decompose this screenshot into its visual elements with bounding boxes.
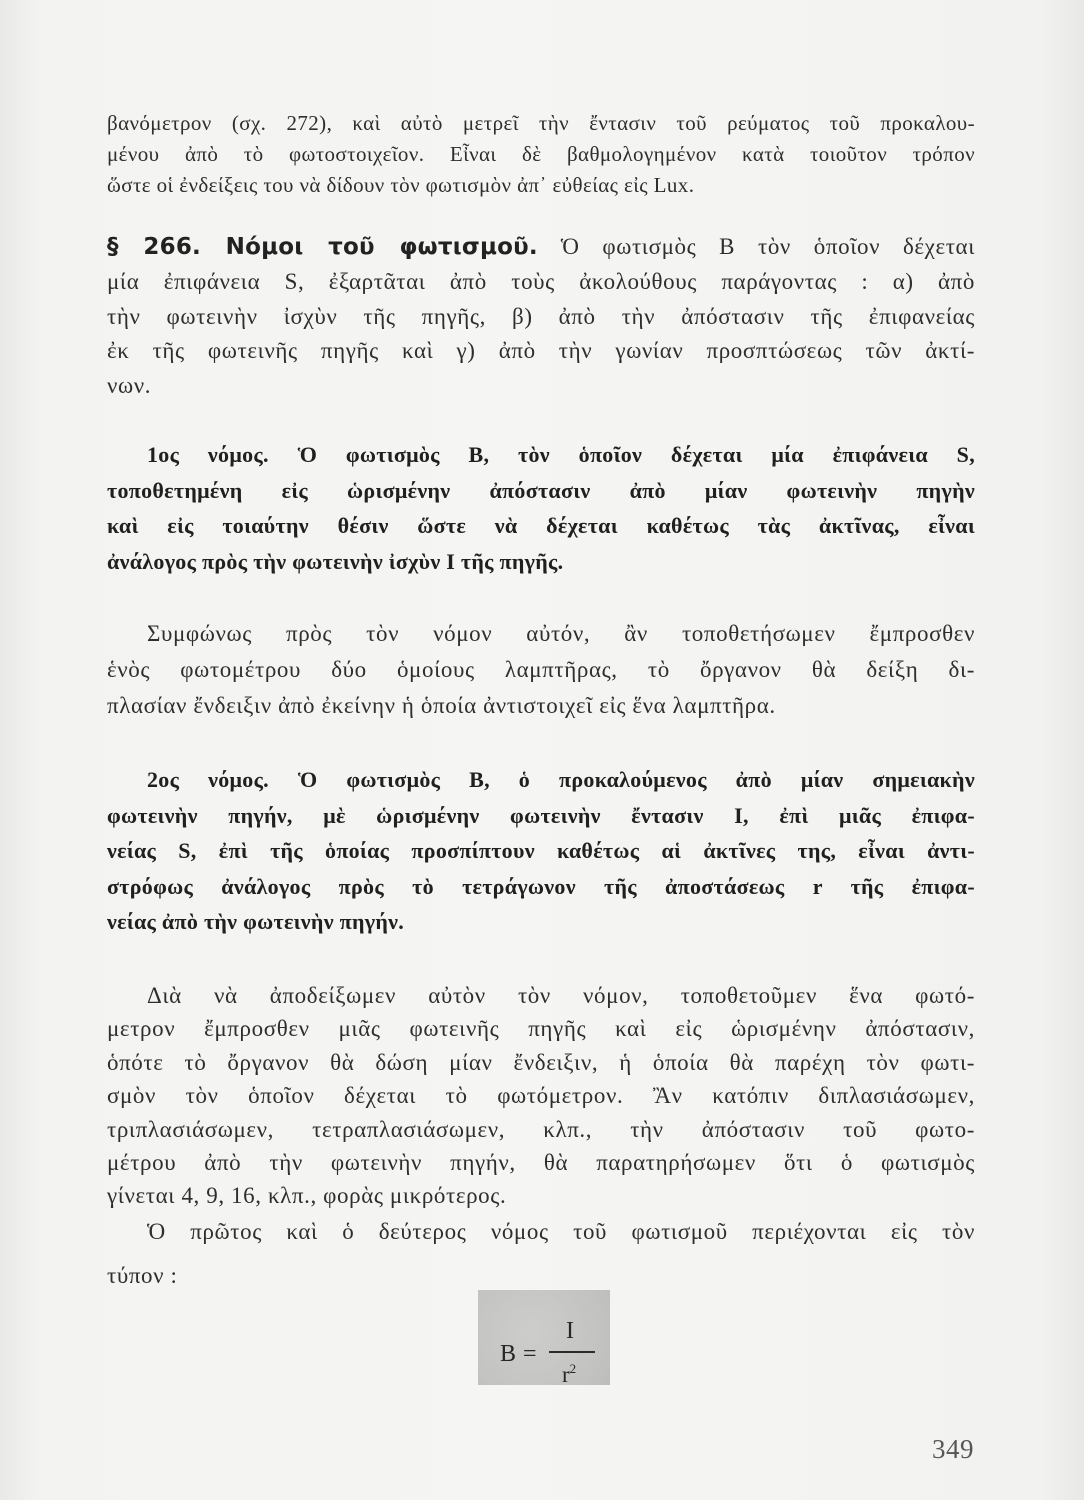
text-line: τὴν φωτεινὴν ἰσχὺν τῆς πηγῆς, β) ἀπὸ τὴν ἀπόστασιν τῆς ἐπιφανείας xyxy=(107,303,975,329)
denominator-base: r xyxy=(562,1362,570,1387)
denominator-exponent: 2 xyxy=(569,1361,577,1376)
second-law-paragraph xyxy=(107,762,975,940)
proof-paragraph xyxy=(107,979,975,1213)
text-line: μέτρου ἀπὸ τὴν φωτεινὴν πηγήν, θὰ παρατηρήσωμεν ὅτι ὁ φωτισμὸς xyxy=(107,1150,975,1176)
text-line: τριπλασιάσωμεν, τετραπλασιάσωμεν, κλπ., τὴν ἀπόστασιν τοῦ φωτο- xyxy=(107,1116,975,1142)
text-line: ὥστε οἱ ἐνδείξεις του νὰ δίδουν τὸν φωτισμὸν ἀπ᾽ εὐθείας εἰς Lux. xyxy=(107,173,695,197)
formula-box xyxy=(478,1290,610,1385)
text-line: ἀνάλογος πρὸς τὴν φωτεινὴν ἰσχὺν I τῆς πηγῆς. xyxy=(107,549,564,575)
formula-lhs: B xyxy=(500,1341,517,1367)
page-number: 349 xyxy=(932,1434,974,1464)
text-line: βανόμετρον (σχ. 272), καὶ αὐτὸ μετρεῖ τὴν ἔντασιν τοῦ ρεύματος τοῦ προκαλου- xyxy=(107,111,975,135)
section-266-paragraph xyxy=(107,230,975,404)
text-line: μία ἐπιφάνεια S, ἐξαρτᾶται ἀπὸ τοὺς ἀκολούθους παράγοντας : α) ἀπὸ xyxy=(107,268,975,294)
text-line: τοποθετημένη εἰς ὡρισμένην ἀπόστασιν ἀπὸ μίαν φωτεινὴν πηγὴν xyxy=(107,477,975,503)
text-line: νείας S, ἐπὶ τῆς ὁποίας προσπίπτουν καθέτως αἱ ἀκτῖνες της, εἶναι ἀντι- xyxy=(107,838,975,863)
text-line: νείας ἀπὸ τὴν φωτεινὴν πηγήν. xyxy=(107,909,405,934)
text-line: σμὸν τὸν ὁποῖον δέχεται τὸ φωτόμετρον. Ἂν κατόπιν διπλασιάσωμεν, xyxy=(107,1083,975,1109)
formula-intro-paragraph xyxy=(107,1210,975,1298)
text-line: φωτεινὴν πηγήν, μὲ ὡρισμένην φωτεινὴν ἔντασιν I, ἐπὶ μιᾶς ἐπιφα- xyxy=(107,802,975,828)
text-line: πλασίαν ἔνδειξιν ἀπὸ ἐκείνην ἡ ὁποία ἀντιστοιχεῖ εἰς ἕνα λαμπτῆρα. xyxy=(107,693,776,718)
section-heading: § 266. Νόμοι τοῦ φωτισμοῦ. xyxy=(107,234,538,260)
text-line: ἑνὸς φωτομέτρου δύο ὁμοίους λαμπτῆρας, τὸ ὄργανον θὰ δείξη δι- xyxy=(107,657,975,682)
formula-equals: = xyxy=(523,1341,537,1367)
text-line: Ὁ πρῶτος καὶ ὁ δεύτερος νόμος τοῦ φωτισμοῦ περιέχονται εἰς τὸν xyxy=(147,1219,975,1244)
two-lamps-paragraph xyxy=(107,616,975,724)
formula-denominator xyxy=(562,1357,576,1387)
text-line: γίνεται 4, 9, 16, κλπ., φορὰς μικρότερος. xyxy=(107,1183,507,1209)
text-line: Διὰ νὰ ἀποδείξωμεν αὐτὸν τὸν νόμον, τοποθετοῦμεν ἕνα φωτό- xyxy=(147,983,975,1008)
text-line: τύπον : xyxy=(107,1263,178,1288)
continued-paragraph xyxy=(107,108,975,201)
first-law-paragraph xyxy=(107,437,975,580)
text-line: νων. xyxy=(107,373,152,399)
text-line: 2ος νόμος. Ὁ φωτισμὸς B, ὁ προκαλούμενος ἀπὸ μίαν σημειακὴν xyxy=(147,767,975,792)
formula-numerator: I xyxy=(566,1318,574,1344)
text-line: ἐκ τῆς φωτεινῆς πηγῆς καὶ γ) ἀπὸ τὴν γωνίαν προσπτώσεως τῶν ἀκτί- xyxy=(107,338,975,364)
section-first-line xyxy=(107,230,975,265)
text-line: μένου ἀπὸ τὸ φωτοστοιχεῖον. Εἶναι δὲ βαθμολογημένον κατὰ τοιοῦτον τρόπον xyxy=(107,142,975,166)
fraction-bar xyxy=(549,1351,595,1353)
text-line: καὶ εἰς τοιαύτην θέσιν ὥστε νὰ δέχεται καθέτως τὰς ἀκτῖνας, εἶναι xyxy=(107,513,975,539)
text-line: 1ος νόμος. Ὁ φωτισμὸς B, τὸν ὁποῖον δέχεται μία ἐπιφάνεια S, xyxy=(147,442,975,467)
text-segment: Ὁ φωτισμὸς B τὸν ὁποῖον δέχεται xyxy=(560,234,975,259)
text-line: στρόφως ἀνάλογος πρὸς τὸ τετράγωνον τῆς ἀποστάσεως r τῆς ἐπιφα- xyxy=(107,873,975,899)
text-line: ὁπότε τὸ ὄργανον θὰ δώση μίαν ἔνδειξιν, ἡ ὁποία θὰ παρέχη τὸν φωτι- xyxy=(107,1049,975,1075)
text-line: Συμφώνως πρὸς τὸν νόμον αὐτόν, ἂν τοποθετήσωμεν ἔμπροσθεν xyxy=(147,621,975,646)
text-line: μετρον ἔμπροσθεν μιᾶς φωτεινῆς πηγῆς καὶ εἰς ὡρισμένην ἀπόστασιν, xyxy=(107,1016,975,1042)
